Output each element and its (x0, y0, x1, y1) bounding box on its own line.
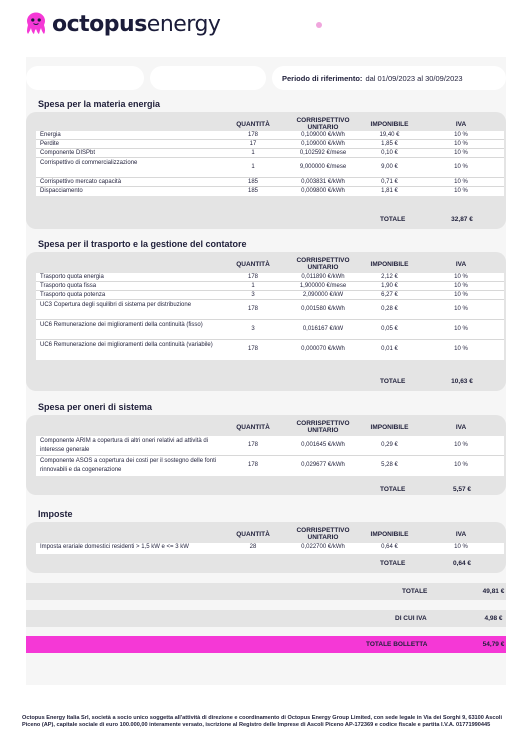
row-vat: 10 % (454, 544, 468, 550)
summary-vat-row (26, 610, 506, 627)
row-vat: 10 % (454, 150, 468, 156)
col-header-unit-price (280, 527, 366, 541)
col-header-taxable: IMPONIBILE (370, 531, 409, 538)
section-total-value: 32,87 € (451, 216, 473, 223)
row-description: Imposta erariale domestici residenti > 1,5 kW e <= 3 kW (40, 544, 189, 550)
row-qty: 3 (251, 292, 255, 298)
table-row (36, 320, 504, 340)
row-vat: 10 % (454, 274, 468, 280)
col-header-unit-price-line2: UNITARIO (307, 264, 339, 271)
col-header-unit-price-line2: UNITARIO (307, 427, 339, 434)
period-value: dal 01/09/2023 al 30/09/2023 (365, 73, 463, 83)
section-total-value: 0,64 € (452, 560, 472, 567)
col-header-vat: IVA (455, 531, 467, 538)
row-qty: 178 (247, 274, 258, 280)
row-description: UC3 Copertura degli squilibri di sistema per distribuzione (40, 302, 192, 308)
logo-wordmark (52, 12, 220, 37)
table-row (36, 436, 504, 456)
row-price: 0,001580 €/kWh (301, 306, 345, 312)
row-price: 0,016167 €/kW (302, 326, 344, 332)
summary-bill-label: TOTALE BOLLETTA (366, 641, 428, 648)
section-rows (36, 131, 504, 196)
company-legal-footer: Octopus Energy Italia Srl, società a socio unico soggetta all'attività di direzione e coordinamento di Octopus Energy Group Limited, con sede legale in Via dei Sorghi 9, 63100 Ascoli Piceno (AP), capitale sociale di euro 100.000,00 interamente versato, iscrizione al Registro delle Imprese di Ascoli Piceno AP-172369 e codice fiscale e partita I.V.A. 01771990445 (22, 715, 503, 728)
row-taxable: 0,64 € (381, 544, 398, 550)
section-total-label: TOTALE (380, 486, 406, 493)
col-header-unit-price-line2: UNITARIO (307, 534, 339, 541)
row-taxable: 1,81 € (381, 188, 398, 194)
row-qty: 185 (247, 179, 258, 185)
section-total-label: TOTALE (380, 560, 406, 567)
section-total-value: 10,63 € (451, 378, 473, 385)
decorative-dot (316, 22, 322, 28)
row-qty: 28 (249, 544, 257, 550)
section-title: Spesa per il trasporto e la gestione del contatore (38, 239, 247, 249)
row-vat: 10 % (454, 179, 468, 185)
col-header-unit-price-line2: UNITARIO (307, 124, 339, 131)
row-vat: 10 % (454, 164, 468, 170)
section-total-label: TOTALE (380, 378, 406, 385)
row-vat: 10 % (454, 292, 468, 298)
section-total-value: 5,57 € (452, 486, 472, 493)
summary-total-label: TOTALE (402, 588, 428, 595)
summary-total-row (26, 583, 506, 600)
col-header-quantity: QUANTITÀ (236, 531, 270, 538)
row-description: Componente DISPbt (40, 150, 96, 156)
period-pill (272, 66, 506, 90)
info-pill-empty-1 (26, 66, 144, 90)
row-taxable: 5,28 € (381, 462, 398, 468)
section-title: Spesa per la materia energia (38, 99, 161, 109)
row-taxable: 0,29 € (381, 442, 398, 448)
row-description: Trasporto quota potenza (40, 292, 106, 298)
table-row (36, 158, 504, 178)
col-header-taxable: IMPONIBILE (370, 424, 409, 431)
row-price: 0,102592 €/mese (299, 150, 347, 156)
row-price: 9,000000 €/mese (299, 164, 347, 170)
section-total-label: TOTALE (380, 216, 406, 223)
row-price: 0,000070 €/kWh (301, 346, 345, 352)
col-header-quantity: QUANTITÀ (236, 424, 270, 431)
row-vat: 10 % (454, 132, 468, 138)
row-taxable: 2,12 € (381, 274, 398, 280)
col-header-quantity: QUANTITÀ (236, 261, 270, 268)
summary-bill-row (26, 636, 506, 653)
col-header-unit-price (280, 257, 366, 271)
row-description: Componente ARIM a copertura di altri oneri relativi ad attività di interesse generale (40, 438, 209, 453)
row-description: Energia (40, 132, 61, 138)
col-header-vat: IVA (455, 424, 467, 431)
row-description: UC6 Remunerazione dei miglioramenti della continuità (variabile) (40, 342, 213, 348)
row-qty: 1 (251, 150, 255, 156)
col-header-vat: IVA (455, 261, 467, 268)
row-description: Corrispettivo mercato capacità (40, 179, 122, 185)
section-title: Imposte (38, 509, 73, 519)
row-qty: 178 (247, 132, 258, 138)
col-header-unit-price (280, 420, 366, 434)
table-row (36, 187, 504, 196)
section-rows (36, 273, 504, 360)
col-header-unit-price (280, 117, 366, 131)
row-description: Perdite (40, 141, 60, 147)
summary-vat-label: DI CUI IVA (395, 615, 427, 622)
table-row (36, 300, 504, 320)
row-price: 0,022700 €/kWh (301, 544, 345, 550)
summary-bill-value: 54,79 € (482, 641, 505, 648)
row-description: Trasporto quota energia (40, 274, 104, 280)
row-price: 0,109000 €/kWh (301, 132, 345, 138)
table-row (36, 456, 504, 476)
section-rows (36, 436, 504, 476)
row-qty: 178 (247, 346, 258, 352)
col-header-unit-price-line1: CORRISPETTIVO (296, 257, 350, 264)
row-vat: 10 % (454, 188, 468, 194)
col-header-taxable: IMPONIBILE (370, 261, 409, 268)
row-price: 0,001645 €/kWh (301, 442, 345, 448)
row-taxable: 9,00 € (381, 164, 398, 170)
row-description: Componente ASOS a copertura dei costi per il sostegno delle fonti rinnovabili e da cogenerazione (40, 458, 217, 473)
row-price: 2,090000 €/kW (302, 292, 344, 298)
row-qty: 178 (247, 306, 258, 312)
row-taxable: 19,40 € (379, 132, 400, 138)
row-qty: 1 (251, 283, 255, 289)
row-description: Trasporto quota fissa (40, 283, 97, 289)
table-row (36, 340, 504, 360)
col-header-vat: IVA (455, 121, 467, 128)
row-vat: 10 % (454, 462, 468, 468)
row-price: 0,003831 €/kWh (301, 179, 345, 185)
col-header-unit-price-line1: CORRISPETTIVO (296, 117, 350, 124)
row-taxable: 0,01 € (381, 346, 398, 352)
row-price: 0,009800 €/kWh (301, 188, 345, 194)
row-taxable: 0,71 € (381, 179, 398, 185)
col-header-taxable: IMPONIBILE (370, 121, 409, 128)
section-title: Spesa per oneri di sistema (38, 402, 153, 412)
row-taxable: 0,10 € (381, 150, 398, 156)
row-qty: 1 (251, 164, 255, 170)
row-price: 0,029677 €/kWh (301, 462, 345, 468)
logo-wordmark-bold: octopus (52, 11, 147, 37)
col-header-quantity: QUANTITÀ (236, 121, 270, 128)
summary-total-value: 49,81 € (482, 588, 505, 595)
row-qty: 178 (247, 442, 258, 448)
row-taxable: 0,28 € (381, 306, 398, 312)
row-description: Corrispettivo di commercializzazione (40, 160, 138, 166)
row-price: 0,109000 €/kWh (301, 141, 345, 147)
row-qty: 17 (249, 141, 257, 147)
table-row (36, 543, 504, 554)
summary-vat-value: 4,98 € (484, 615, 503, 622)
row-taxable: 6,27 € (381, 292, 398, 298)
row-vat: 10 % (454, 326, 468, 332)
section-rows (36, 543, 504, 554)
row-description: UC6 Remunerazione dei miglioramenti della continuità (fisso) (40, 322, 203, 328)
row-vat: 10 % (454, 306, 468, 312)
row-qty: 3 (251, 326, 255, 332)
octopus-energy-logo (25, 10, 220, 38)
octopus-icon (25, 12, 47, 36)
row-qty: 178 (247, 462, 258, 468)
row-vat: 10 % (454, 346, 468, 352)
row-vat: 10 % (454, 283, 468, 289)
logo-wordmark-light: energy (146, 11, 221, 37)
col-header-unit-price-line1: CORRISPETTIVO (296, 527, 350, 534)
row-description: Dispacciamento (40, 188, 83, 194)
row-taxable: 1,90 € (381, 283, 398, 289)
info-pill-empty-2 (150, 66, 266, 90)
row-price: 1,900000 €/mese (299, 283, 347, 289)
row-taxable: 0,05 € (381, 326, 398, 332)
row-vat: 10 % (454, 141, 468, 147)
row-price: 0,011890 €/kWh (301, 274, 345, 280)
row-qty: 185 (247, 188, 258, 194)
row-vat: 10 % (454, 442, 468, 448)
col-header-unit-price-line1: CORRISPETTIVO (296, 420, 350, 427)
period-label: Periodo di riferimento: (282, 73, 363, 83)
row-taxable: 1,85 € (381, 141, 398, 147)
